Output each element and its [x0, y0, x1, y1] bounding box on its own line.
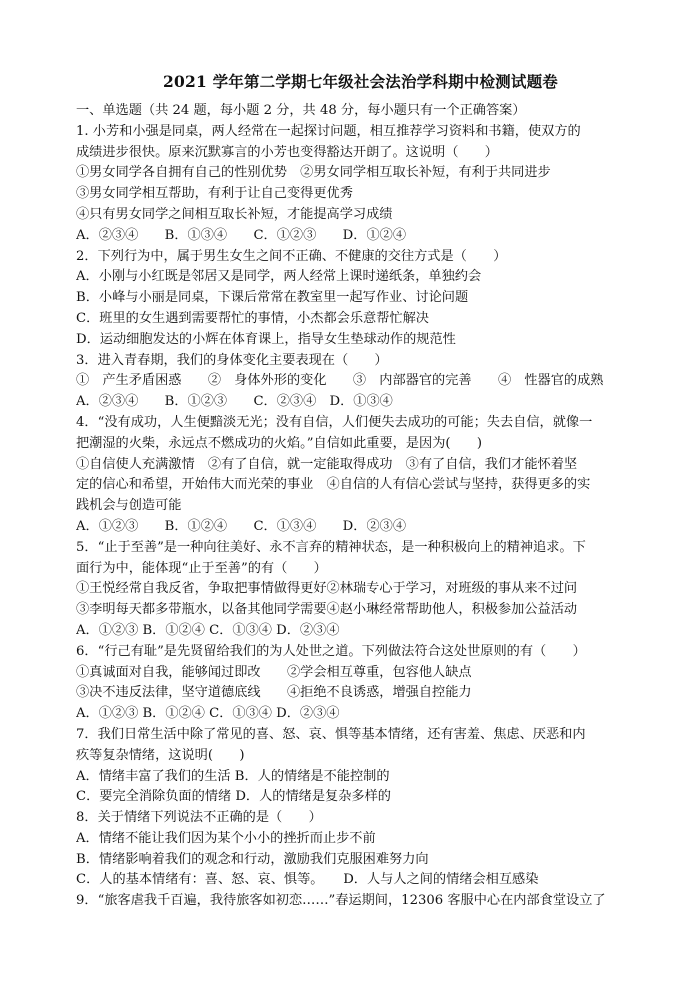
text-line: 6．“行己有耻”是先贤留给我们的为人处世之道。下列做法符合这处世原则的有（ ）: [76, 643, 586, 659]
text-line: D．运动细胞发达的小辉在体育课上，指导女生垫球动作的规范性: [76, 331, 456, 347]
text-line: ①王悦经常自我反省，争取把事情做得更好②林瑞专心于学习，对班级的事从来不过问: [76, 581, 578, 597]
text-line: 践机会与创造可能: [76, 498, 182, 514]
text-line: ③李明每天都多带瓶水，以备其他同学需要④赵小琳经常帮助他人，积极参加公益活动: [76, 602, 578, 618]
text-line: A．②③④ B．①②③ C．②③④ D．①③④: [76, 394, 393, 410]
text-line: ①自信使人充满激情 ②有了自信，就一定能取得成功 ③有了自信，我们才能怀着坚: [76, 456, 578, 472]
text-line: A．①②③ B．①②④ C．①③④ D．②③④: [76, 622, 340, 638]
text-line: A．情绪丰富了我们的生活 B．人的情绪是不能控制的: [76, 768, 390, 784]
text-line: 9．“旅客虐我千百遍，我待旅客如初恋……”春运期间，12306 客服中心在内部食堂设立了: [76, 893, 606, 909]
text-line: 面行为中，能体现“止于至善”的有（ ）: [76, 560, 327, 576]
text-line: 2．下列行为中，属于男生女生之间不正确、不健康的交往方式是（ ）: [76, 248, 507, 264]
section-header: 一、单选题（共 24 题，每小题 2 分，共 48 分，每小题只有一个正确答案）: [76, 103, 526, 118]
text-line: ① 产生矛盾困惑 ② 身体外形的变化 ③ 内部器官的完善 ④ 性器官的成熟: [76, 373, 604, 389]
text-line: 7．我们日常生活中除了常见的喜、怒、哀、惧等基本情绪，还有害羞、焦虑、厌恶和内: [76, 726, 586, 742]
text-line: 成绩进步很快。原来沉默寡言的小芳也变得豁达开朗了。这说明（ ）: [76, 144, 498, 160]
text-line: 5．“止于至善”是一种向往美好、永不言弃的精神状态，是一种积极向上的精神追求。下: [76, 539, 586, 555]
text-line: A．情绪不能让我们因为某个小小的挫折而止步不前: [76, 830, 376, 846]
text-line: B．小峰与小丽是同桌，下课后常常在教室里一起写作业、讨论问题: [76, 290, 469, 306]
text-line: ③决不违反法律，坚守道德底线 ④拒绝不良诱惑，增强自控能力: [76, 685, 472, 701]
text-line: A．①②③ B．①②④ C．①③④ D．②③④: [76, 518, 407, 534]
text-line: 疚等复杂情绪，这说明( ): [76, 747, 245, 763]
text-line: 把潮湿的火柴，永远点不燃成功的火焰。”自信如此重要，是因为( ): [76, 435, 483, 451]
text-line: C．要完全消除负面的情绪 D．人的情绪是复杂多样的: [76, 789, 391, 805]
text-line: A．小刚与小红既是邻居又是同学，两人经常上课时递纸条，单独约会: [76, 269, 482, 285]
text-line: ①真诚面对自我，能够闻过即改 ②学会相互尊重，包容他人缺点: [76, 664, 472, 680]
text-line: 4．“没有成功，人生便黯淡无光；没有自信，人们便失去成功的可能；失去自信，就像一: [76, 414, 593, 430]
text-line: C．人的基本情绪有：喜、怒、哀、惧等。 D．人与人之间的情绪会相互感染: [76, 872, 539, 888]
text-line: C．班里的女生遇到需要帮忙的事情，小杰都会乐意帮忙解决: [76, 310, 429, 326]
text-line: ③男女同学相互帮助，有利于让自己变得更优秀: [76, 186, 353, 202]
question-text-block: [76, 122, 665, 912]
text-line: A．①②③ B．①②④ C．①③④ D．②③④: [76, 706, 340, 722]
text-line: ④只有男女同学之间相互取长补短，才能提高学习成绩: [76, 206, 393, 222]
text-line: A．②③④ B．①③④ C．①②③ D．①②④: [76, 227, 407, 243]
text-line: 1. 小芳和小强是同桌，两人经常在一起探讨问题，相互推荐学习资料和书籍，使双方的: [76, 123, 581, 139]
exam-title: 2021 学年第二学期七年级社会法治学科期中检测试题卷: [163, 72, 558, 91]
text-line: 定的信心和希望，开始伟大而光荣的事业 ④自信的人有信心尝试与坚持，获得更多的实: [76, 477, 591, 493]
text-line: 8．关于情绪下列说法不正确的是（ ）: [76, 810, 322, 826]
text-line: B．情绪影响着我们的观念和行动，激励我们克服困难努力向: [76, 851, 429, 867]
text-line: 3．进入青春期，我们的身体变化主要表现在（ ）: [76, 352, 388, 368]
text-line: ①男女同学各自拥有自己的性别优势 ②男女同学相互取长补短，有利于共同进步: [76, 165, 551, 181]
